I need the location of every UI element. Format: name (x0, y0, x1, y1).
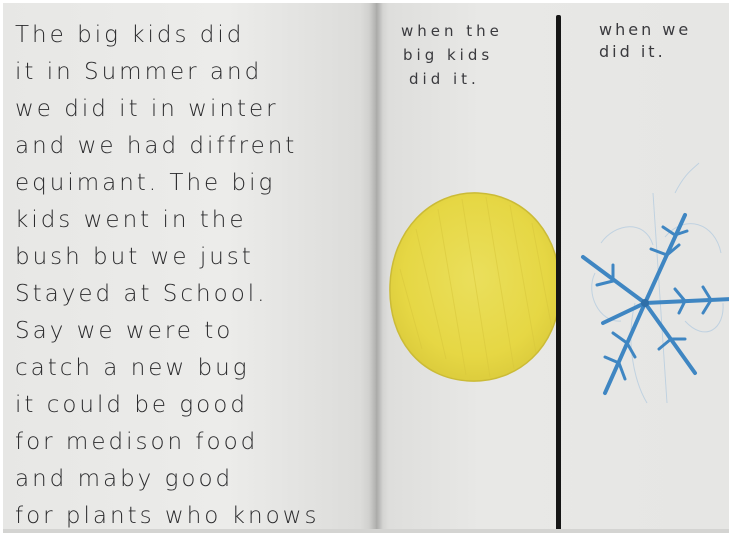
text-line: bush but we just (15, 244, 254, 270)
text-line: we did it in winter (15, 96, 279, 122)
open-booklet (3, 3, 729, 533)
text-line: it could be good (15, 392, 248, 418)
text-line: Say we were to (15, 318, 234, 344)
sun-drawing (386, 189, 564, 385)
text-line: it in Summer and (15, 59, 263, 85)
summer-caption (401, 19, 503, 91)
text-line: and maby good (15, 466, 234, 492)
snowflake-center (641, 299, 649, 307)
text-line: for medison food (15, 429, 259, 455)
caption-line: when we (599, 20, 692, 39)
sun-circle (390, 193, 560, 381)
page-fold (369, 3, 383, 533)
text-line: The big kids did (15, 22, 245, 48)
snowflake-sketch-lines (592, 163, 723, 403)
left-page (3, 3, 375, 533)
text-line: equimant. The big (15, 170, 276, 196)
text-line: Stayed at School. (15, 281, 268, 307)
winter-caption (599, 19, 691, 63)
text-line: and we had diffrent (15, 133, 298, 159)
booklet-bottom-edge (3, 529, 729, 533)
text-line: catch a new bug (15, 355, 250, 381)
handwritten-text (15, 17, 319, 533)
text-line: kids went in the (15, 207, 247, 233)
caption-line: when the (401, 22, 503, 40)
caption-line: big kids (403, 46, 494, 64)
caption-line: did it. (599, 42, 666, 61)
caption-line: did it. (409, 70, 480, 88)
text-line: for plants who knows (15, 503, 320, 529)
page-divider-line (556, 15, 561, 533)
snowflake-drawing (575, 153, 729, 423)
